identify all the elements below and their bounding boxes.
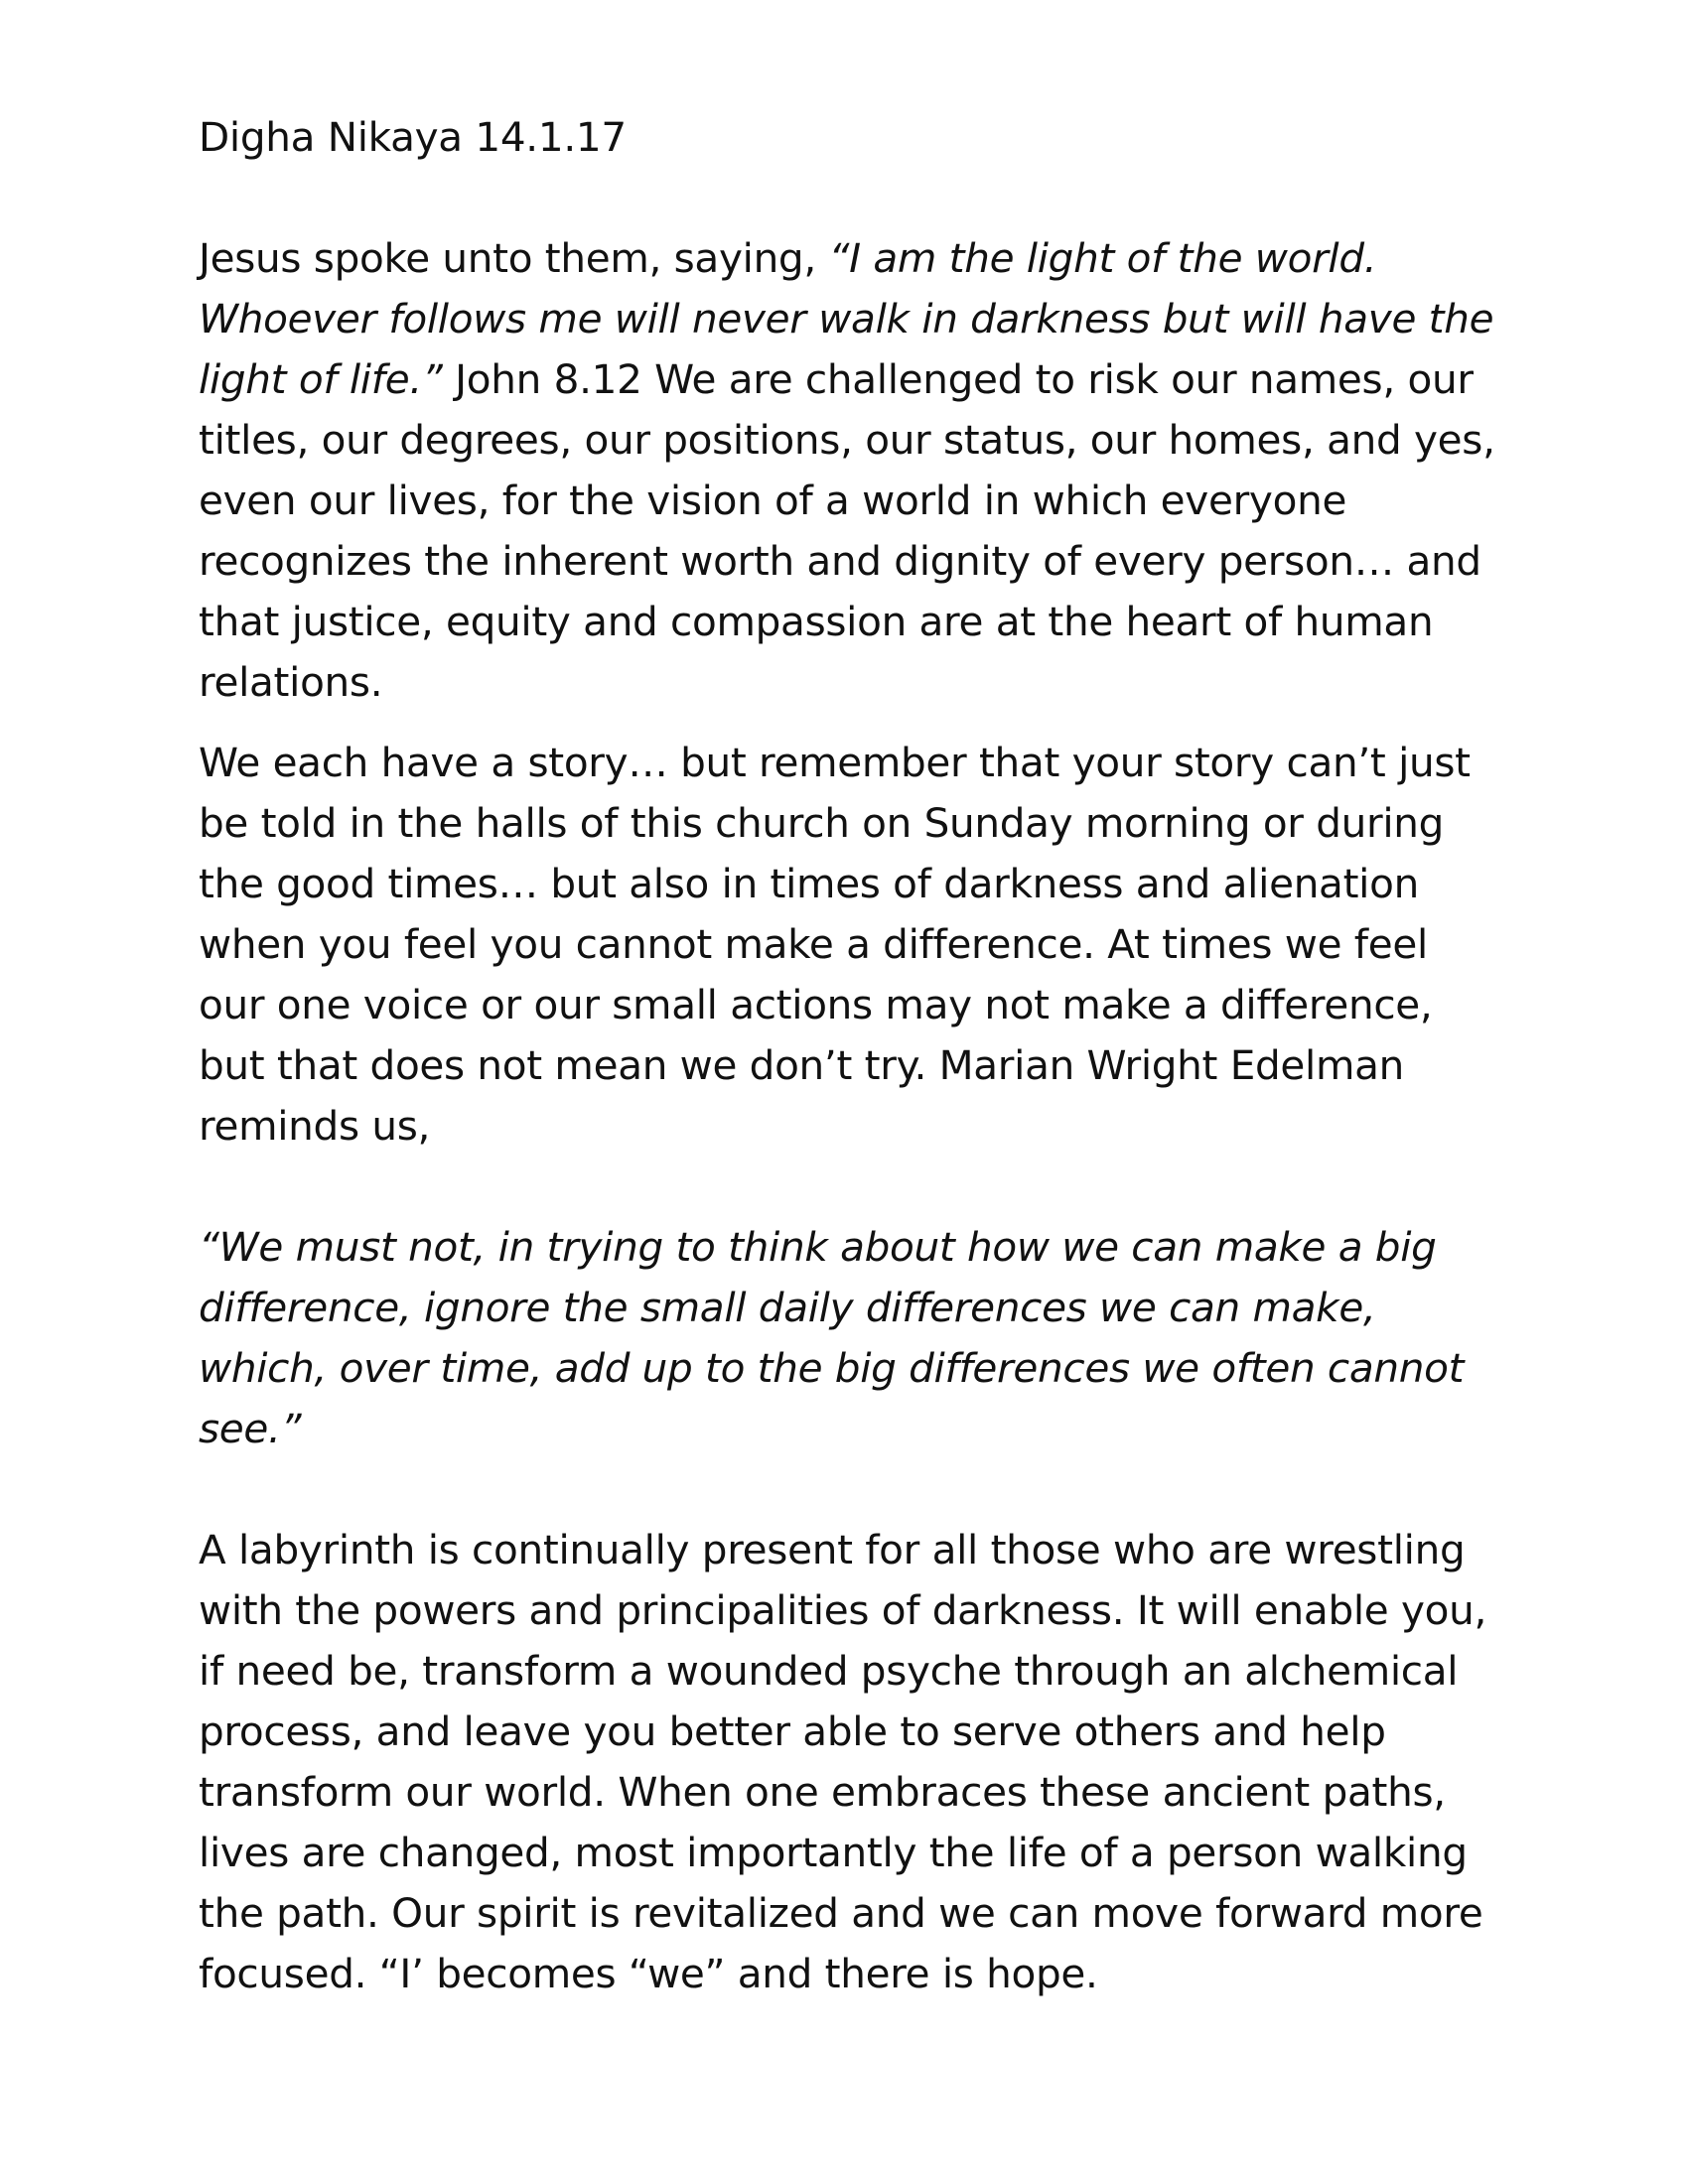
- paragraph-story: We each have a story… but remember that your story can’t just be told in the halls of this church on Sunday morning or during the good times… but also in times of darkness and alienation when you feel you cannot make a difference. At times we feel our one voice or our small actions may not make a difference, but that does not mean we don’t try. Marian Wright Edelman reminds us,: [199, 739, 1471, 1150]
- scripture-citation: John 8.12: [442, 355, 642, 403]
- document-heading: Digha Nikaya 14.1.17: [199, 113, 627, 161]
- edelman-quote: [199, 1217, 1499, 1459]
- edelman-quote-text: “We must not, in trying to think about how we can make a big difference, ignore the small daily differences we can make, which, over time, add up to the big differences we often cannot see.”: [199, 1223, 1465, 1452]
- paragraph-jesus-light: [199, 228, 1499, 713]
- paragraph-body: We are challenged to risk our names, our titles, our degrees, our positions, our status, our homes, and yes, even our lives, for the vision of a world in which everyone recognizes the inherent worth and dignity of every person… and that justice, equity and compassion are at the heart of human relations.: [199, 355, 1495, 706]
- paragraph-labyrinth: A labyrinth is continually present for all those who are wrestling with the powers and principalities of darkness. It will enable you, if need be, transform a wounded psyche through an alchemical process, and leave you better able to serve others and help transform our world. When one embraces these ancient paths, lives are changed, most importantly the life of a person walking the path. Our spirit is revitalized and we can move forward more focused. “I’ becomes “we” and there is hope.: [199, 1526, 1487, 1997]
- scripture-quote: “I am the light of the world. Whoever follows me will never walk in darkness but will have the light of life.”: [199, 234, 1494, 403]
- paragraph-intro: Jesus spoke unto them, saying,: [199, 234, 829, 282]
- document-page: [199, 107, 1499, 2004]
